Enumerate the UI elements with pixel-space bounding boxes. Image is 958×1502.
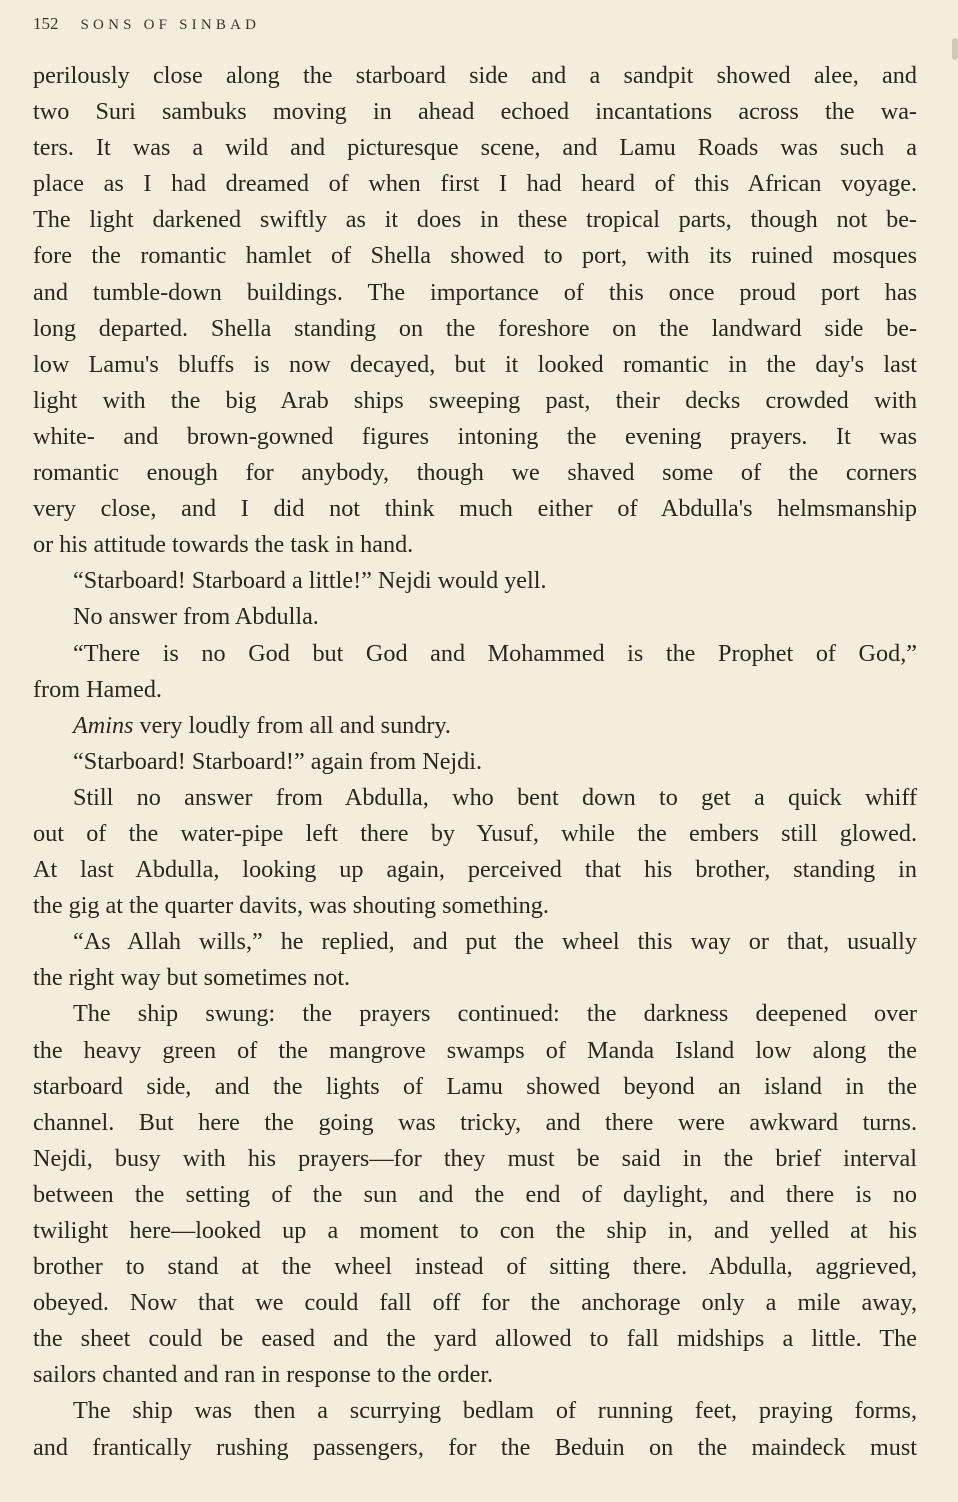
text-line: Still no answer from Abdulla, who bent down to get a quick whiff (73, 783, 917, 811)
text-line: the gig at the quarter davits, was shouting something. (33, 892, 549, 920)
text-line: “As Allah wills,” he replied, and put the wheel this way or that, usually (73, 928, 917, 956)
text-line: from Hamed. (33, 675, 162, 703)
text-line: the sheet could be eased and the yard allowed to fall midships a little. The (33, 1325, 917, 1353)
text-line: light with the big Arab ships sweeping past, their decks crowded with (33, 386, 917, 414)
text-line: and tumble-down buildings. The importance of this once proud port has (33, 278, 917, 306)
text-line: romantic enough for anybody, though we shaved some of the corners (33, 459, 917, 487)
text-line: Nejdi, busy with his prayers—for they must be said in the brief interval (33, 1144, 917, 1172)
text-line: low Lamu's bluffs is now decayed, but it looked romantic in the day's last (33, 350, 917, 378)
text-line: very close, and I did not think much either of Abdulla's helmsmanship (33, 495, 917, 523)
text-line: obeyed. Now that we could fall off for the anchorage only a mile away, (33, 1289, 917, 1317)
text-line: place as I had dreamed of when first I had heard of this African voyage. (33, 170, 917, 198)
text-line: twilight here—looked up a moment to con the ship in, and yelled at his (33, 1217, 917, 1244)
text-line: ters. It was a wild and picturesque scene, and Lamu Roads was such a (33, 134, 917, 162)
body-text (33, 58, 917, 1466)
text-line: The ship was then a scurrying bedlam of running feet, praying forms, (73, 1397, 917, 1425)
text-line: channel. But here the going was tricky, and there were awkward turns. (33, 1108, 917, 1136)
text-line: brother to stand at the wheel instead of sitting there. Abdulla, aggrieved, (33, 1253, 917, 1281)
text-line: “Starboard! Starboard!” again from Nejdi. (73, 747, 483, 775)
text-line: starboard side, and the lights of Lamu showed beyond an island in the (33, 1072, 917, 1100)
text-line: white- and brown-gowned figures intoning the evening prayers. It was (33, 422, 917, 450)
text-line: sailors chanted and ran in response to the order. (33, 1361, 494, 1389)
page-number: 152 (33, 14, 59, 33)
text-line-rest: very loudly from all and sundry. (139, 711, 451, 739)
running-head (33, 14, 260, 34)
text-line: No answer from Abdulla. (73, 603, 319, 631)
text-line: and frantically rushing passengers, for the Beduin on the maindeck must (33, 1433, 917, 1461)
text-line: perilously close along the starboard side and a sandpit showed alee, and (33, 62, 917, 89)
text-line: fore the romantic hamlet of Shella showed to port, with its ruined mosques (33, 242, 917, 270)
text-line: “Starboard! Starboard a little!” Nejdi would yell. (73, 567, 547, 595)
text-line: between the setting of the sun and the end of daylight, and there is no (33, 1180, 917, 1208)
text-line: the heavy green of the mangrove swamps of Manda Island low along the (33, 1036, 917, 1064)
italic-word: Amins (73, 711, 134, 739)
text-line: “There is no God but God and Mohammed is the Prophet of God,” (73, 639, 917, 667)
text-line: out of the water-pipe left there by Yusuf, while the embers still glowed. (33, 819, 917, 847)
page-edge-mark (952, 38, 958, 60)
book-title: SONS OF SINBAD (80, 17, 261, 33)
text-line: two Suri sambuks moving in ahead echoed incantations across the wa- (33, 98, 917, 126)
text-line: The light darkened swiftly as it does in these tropical parts, though not be- (33, 206, 917, 234)
text-line: The ship swung: the prayers continued: the darkness deepened over (73, 1000, 917, 1028)
text-line-italic-lead (33, 708, 917, 744)
text-line: long departed. Shella standing on the foreshore on the landward side be- (33, 314, 917, 342)
text-line: or his attitude towards the task in hand. (33, 531, 414, 559)
text-line: At last Abdulla, looking up again, perceived that his brother, standing in (33, 856, 917, 884)
text-line: the right way but sometimes not. (33, 964, 351, 992)
